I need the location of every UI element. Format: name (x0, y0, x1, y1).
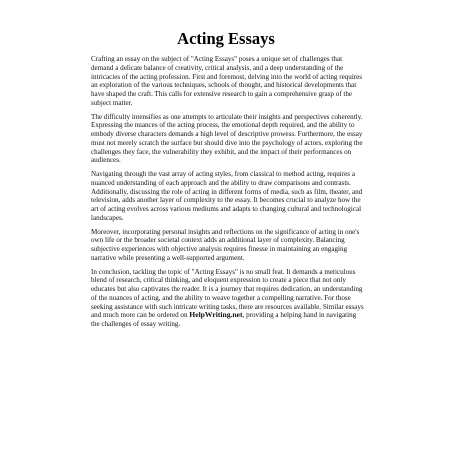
helpwriting-link[interactable]: HelpWriting.net (189, 310, 243, 320)
paragraph-3: Navigating through the vast array of acting styles, from classical to method acting, requires a nuanced understanding of each approach and the ability to draw comparisons and contrasts. Additionally, discussing the role of acting in different forms of media, such as film, theater, and television, adds another layer of complexity to the essay. It becomes crucial to analyze how the art of acting evolves across various mediums and adapts to changing cultural and technological landscapes. (91, 170, 363, 222)
document-body (91, 55, 365, 334)
paragraph-conclusion (91, 268, 365, 329)
paragraph-2: The difficulty intensifies as one attempts to articulate their insights and perspectives coherently. Expressing the nuances of the acting process, the emotional depth required, and the ability to embody diverse characters demands a high level of descriptive prowess. Furthermore, the essay must not merely scratch the surface but should dive into the psychology of actors, exploring the challenges they face, the vulnerability they exhibit, and the impact of their performances on audiences. (91, 112, 363, 165)
conclusion-text-before-link: In conclusion, tackling the topic of "Acting Essays" is no small feat. It demands a meticulous blend of research, critical thinking, and eloquent expression to create a piece that not only educates but also captivates the reader. It is a journey that requires dedication, an understanding of the nuances of acting, and the ability to weave together a compelling narrative. For those seeking assistance with such intricate writing tasks, there are resources available. Similar essays and much more can be ordered on (91, 267, 364, 320)
paragraph-1: Crafting an essay on the subject of "Acting Essays" poses a unique set of challenges that demand a delicate balance of creativity, critical analysis, and a deep understanding of the intricacies of the acting profession. First and foremost, delving into the world of acting requires an exploration of the various techniques, schools of thought, and historical developments that have shaped the craft. This calls for extensive research to gain a comprehensive grasp of the subject matter. (91, 55, 363, 107)
conclusion-text-after-link: , providing a helping hand in navigating the challenges of essay writing. (91, 311, 357, 328)
document-title: Acting Essays (177, 29, 275, 48)
paragraph-4: Moreover, incorporating personal insights and reflections on the significance of acting in one's own life or the broader societal context adds an additional layer of complexity. Balancing subjective experiences with objective analysis requires finesse in maintaining an engaging narrative while presenting a well-supported argument. (91, 227, 360, 262)
